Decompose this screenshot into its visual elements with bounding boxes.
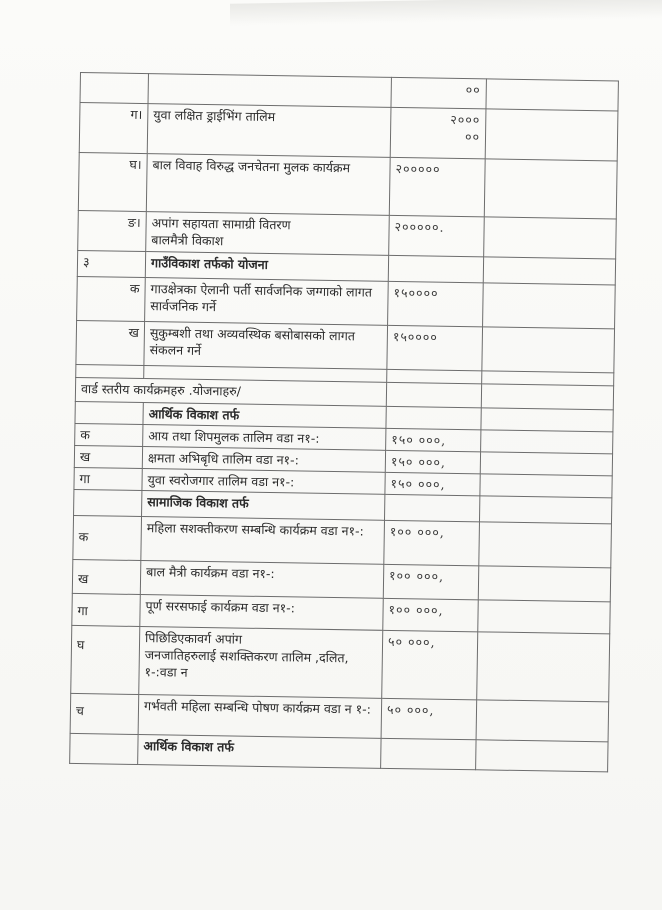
amount-line: ०० xyxy=(464,129,481,145)
row-remarks xyxy=(484,159,617,219)
row-amount: १०० ०००, xyxy=(383,564,479,599)
row-description xyxy=(146,212,390,256)
row-remarks xyxy=(479,496,611,524)
desc-line: पिछिडिएकावर्ग अपांग xyxy=(145,630,243,647)
table-row xyxy=(71,625,610,701)
row-remarks xyxy=(486,79,618,111)
row-index: क xyxy=(73,515,142,560)
row-index: च xyxy=(70,693,139,734)
table-row xyxy=(78,152,617,218)
row-description xyxy=(148,74,391,108)
row-description: महिला सशक्तीकरण सम्बन्धि कार्यक्रम वडा न१-: xyxy=(141,517,385,565)
row-index xyxy=(70,733,138,764)
row-remarks xyxy=(476,700,609,742)
row-index xyxy=(80,73,148,104)
row-amount: २०००००. xyxy=(389,215,485,256)
row-amount: ५० ०००, xyxy=(381,698,477,739)
row-amount: २००००० xyxy=(389,157,485,216)
row-remarks xyxy=(481,408,613,432)
row-remarks xyxy=(478,566,611,602)
row-amount xyxy=(381,738,476,769)
row-amount xyxy=(384,494,479,521)
row-index: ख xyxy=(76,320,145,365)
row-description: गाउक्षेत्रका ऐलानी पर्ती सार्वजनिक जग्गाको लागत सार्वजनिक गर्ने xyxy=(145,278,389,326)
ward-section-title: वार्ड स्तरीय कार्यक्रमहरु .योजनाहरु/ xyxy=(75,377,386,406)
row-remarks xyxy=(477,632,610,702)
row-remarks xyxy=(482,327,615,373)
row-amount: ५० ०००, xyxy=(382,630,478,699)
program-budget-table xyxy=(69,72,619,772)
subsection-heading: आर्थिक विकाश तर्फ xyxy=(138,734,381,768)
row-description: बाल मैत्री कार्यक्रम वडा न१-: xyxy=(140,561,384,599)
row-index: गा xyxy=(74,467,142,490)
row-index: ङ। xyxy=(78,210,147,251)
row-remarks xyxy=(480,474,612,498)
row-amount xyxy=(390,107,486,158)
row-description: युवा लक्षित ड्राईभिंग तालिम xyxy=(147,104,391,158)
row-index: ग। xyxy=(79,103,148,154)
row-index xyxy=(74,489,142,516)
row-amount: १५० ०००, xyxy=(385,450,480,473)
subsection-heading: सामाजिक विकाश तर्फ xyxy=(142,491,385,521)
row-remarks xyxy=(484,217,617,259)
row-index: घ xyxy=(71,625,140,694)
desc-line: बालमैत्री विकाश xyxy=(151,232,224,249)
row-remarks xyxy=(479,522,612,568)
row-index: क xyxy=(75,423,143,446)
row-description: युवा स्वरोजगार तालिम वडा न१-: xyxy=(142,469,385,495)
row-amount: १५०००० xyxy=(387,325,483,370)
section-index: ३ xyxy=(77,250,145,277)
row-amount xyxy=(386,382,481,407)
scan-edge-shadow xyxy=(230,0,662,26)
row-remarks xyxy=(476,740,608,772)
section-heading: गाउँविकाश तर्फको योजना xyxy=(145,252,388,282)
row-amount xyxy=(386,406,481,429)
row-description xyxy=(139,627,383,699)
row-remarks xyxy=(481,430,613,454)
row-remarks xyxy=(485,109,618,161)
row-index xyxy=(75,401,143,424)
row-amount: ०० xyxy=(391,77,486,108)
row-remarks xyxy=(478,600,610,634)
subsection-heading: आर्थिक विकाश तर्फ xyxy=(143,403,386,429)
row-amount: १०० ०००, xyxy=(384,520,480,565)
row-remarks xyxy=(483,257,615,285)
amount-line: २००० xyxy=(450,111,481,128)
table-row xyxy=(79,103,618,161)
row-description: गर्भवती महिला सम्बन्धि पोषण कार्यक्रम वडा न १-: xyxy=(138,694,382,738)
row-amount: १५० ०००, xyxy=(385,472,480,495)
row-amount xyxy=(388,255,483,282)
row-index: क xyxy=(77,276,146,321)
desc-line: जनजातिहरुलाई सशक्तिकरण तालिम ,दलित, xyxy=(144,647,349,666)
row-description: पूर्ण सरसफाई कार्यक्रम वडा न१-: xyxy=(140,595,383,631)
row-description: आय तथा शिपमुलक तालिम वडा न१-: xyxy=(143,425,386,451)
row-amount: १५०००० xyxy=(388,281,484,326)
row-description: क्षमता अभिबृधि तालिम वडा न१-: xyxy=(142,447,385,473)
row-remarks xyxy=(481,384,613,410)
row-index: ख xyxy=(74,445,142,468)
row-remarks xyxy=(483,283,616,329)
desc-line: अपांग सहायता सामाग्री वितरण xyxy=(151,215,291,233)
row-remarks xyxy=(480,452,612,476)
row-index: गा xyxy=(72,593,140,626)
row-index: घ। xyxy=(78,152,147,211)
desc-line: १-:वडा न xyxy=(144,664,188,680)
row-index: ख xyxy=(72,559,141,594)
row-amount: १५० ०००, xyxy=(386,428,481,451)
row-description: सुकुम्बशी तथा अव्यवस्थिक बसोबासको लागत संकलन गर्ने xyxy=(144,322,388,370)
row-amount: १०० ०००, xyxy=(383,598,478,631)
row-description: बाल विवाह विरुद्ध जनचेतना मुलक कार्यक्रम xyxy=(146,154,390,216)
